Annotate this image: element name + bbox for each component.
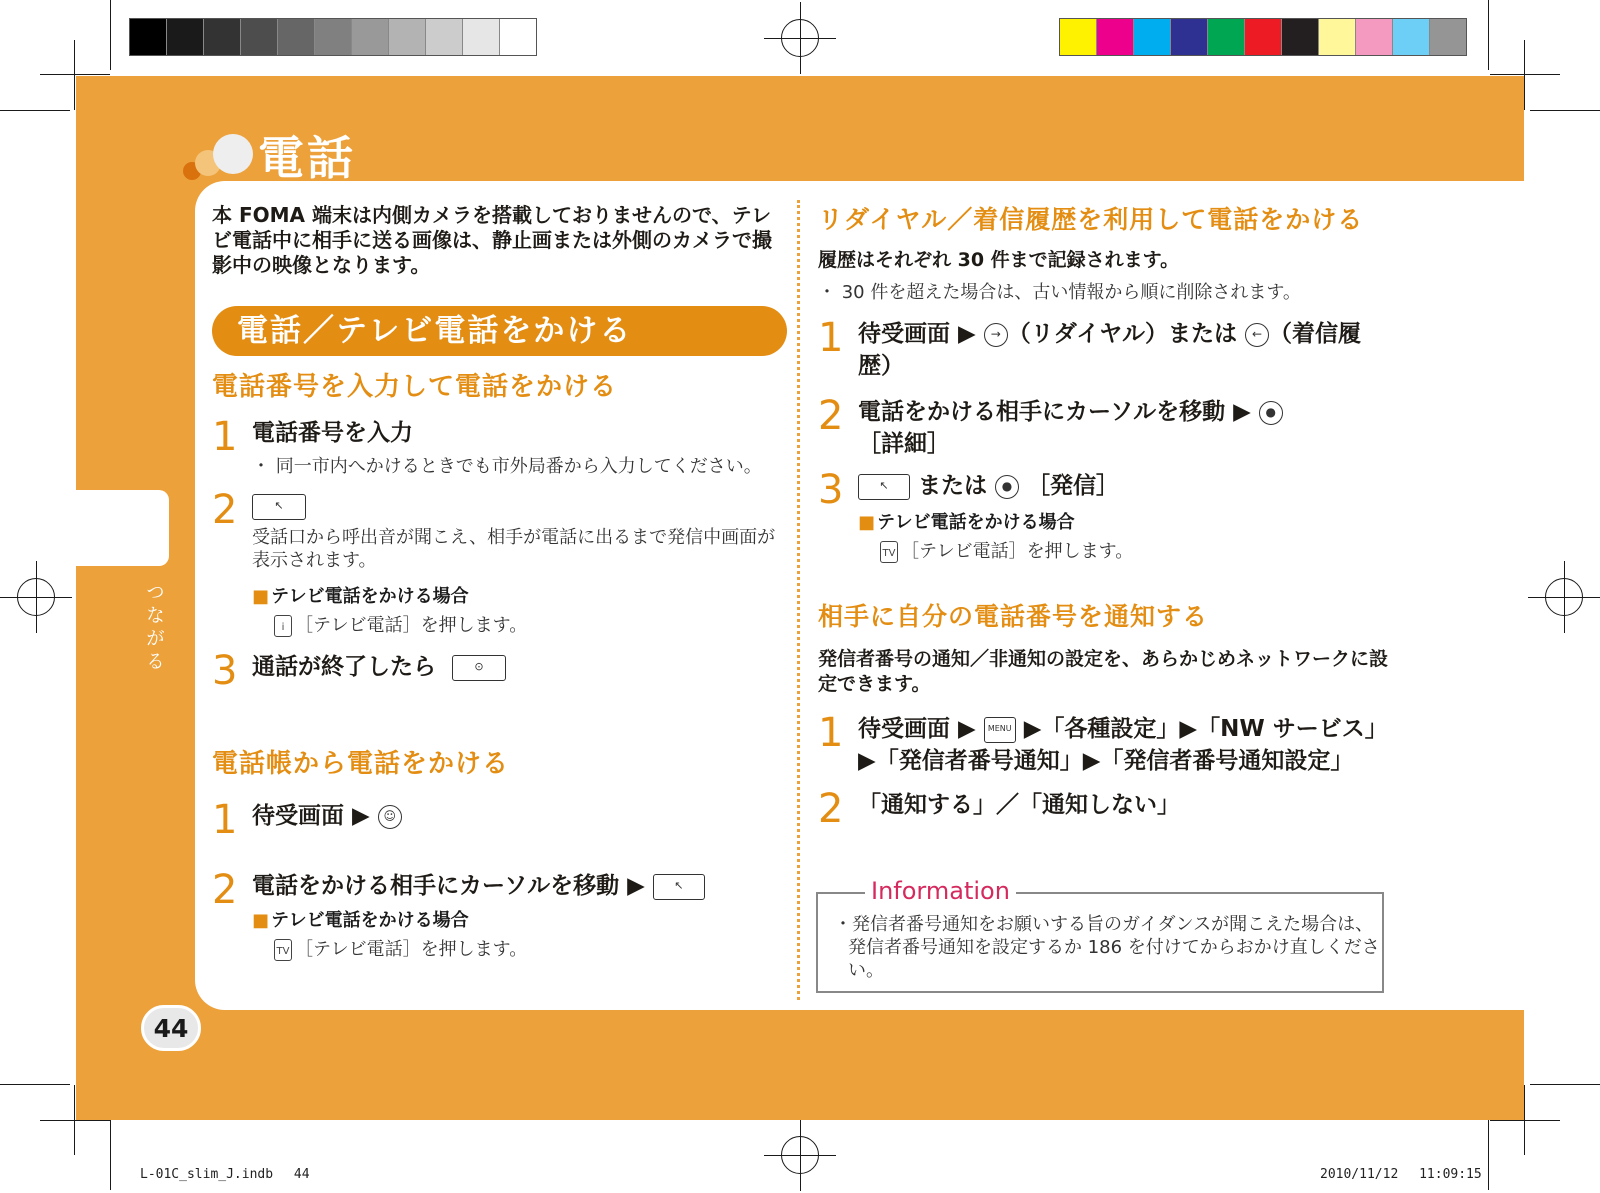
subhead-text: テレビ電話をかける場合 <box>271 910 469 931</box>
information-title: Information <box>865 877 1016 905</box>
step-text: 「通知する」／「通知しない」 <box>858 792 1180 818</box>
title-dots-decoration <box>183 132 253 184</box>
column-divider <box>797 200 800 1000</box>
color-swatch <box>1208 19 1245 55</box>
step-action <box>252 614 787 637</box>
step-item <box>212 867 787 961</box>
section-bullet: ・ 30 件を超えた場合は、古い情報から順に削除されます。 <box>818 282 1301 303</box>
menu-key-icon: MENU <box>984 717 1016 743</box>
step-subhead: ■ テレビ電話をかける場合 <box>858 512 1075 533</box>
step-number: 1 <box>818 710 844 756</box>
color-swatch <box>352 19 389 55</box>
step-item <box>818 393 1388 460</box>
step-item <box>212 797 787 843</box>
step-number: 2 <box>212 487 238 533</box>
step-text-row <box>858 713 1388 777</box>
crop-mark <box>1488 0 1489 70</box>
step-action <box>252 938 705 961</box>
information-text: ・発信者番号通知をお願いする旨のガイダンスが聞こえた場合は、発信者番号通知を設定するか 186 を付けてからおかけ直しください。 <box>834 914 1380 981</box>
step-subhead: ■ テレビ電話をかける場合 <box>252 586 469 607</box>
step-text: または <box>918 473 988 499</box>
step-text: 通話が終了したら <box>252 654 436 680</box>
color-swatch <box>1319 19 1356 55</box>
crop-mark <box>0 1084 70 1085</box>
side-tab-label: つながる <box>143 582 165 674</box>
call-key-icon: ↖︎ <box>858 474 910 500</box>
step-text: （リダイヤル）または <box>1007 321 1238 347</box>
step-action <box>858 540 1133 563</box>
end-key-icon: ⊙ <box>452 655 506 681</box>
step-subhead: ■ テレビ電話をかける場合 <box>252 910 469 931</box>
step-text-row <box>252 870 705 902</box>
subhead-text: テレビ電話をかける場合 <box>877 512 1075 533</box>
center-key-icon <box>1259 401 1283 425</box>
crop-mark <box>1530 1084 1600 1085</box>
slug-file-info: L-01C_slim_J.indb 44 <box>140 1167 310 1182</box>
action-text: ［テレビ電話］を押します。 <box>901 541 1134 562</box>
call-key-icon: ↖︎ <box>653 874 705 900</box>
color-swatch <box>278 19 315 55</box>
step-item <box>818 315 1388 382</box>
registration-mark-left <box>17 578 55 616</box>
crop-mark <box>0 110 70 111</box>
step-text: 待受画面 ▶ <box>252 803 370 829</box>
color-swatch <box>1171 19 1208 55</box>
section-heading-phonebook: 電話帳から電話をかける <box>212 749 510 779</box>
step-number: 2 <box>212 867 238 913</box>
color-swatch <box>1134 19 1171 55</box>
step-text-row <box>252 800 402 832</box>
color-swatch <box>1430 19 1466 55</box>
step-item <box>212 414 787 478</box>
tv-key-icon: TV <box>274 939 292 961</box>
registration-mark-bottom <box>781 1136 819 1174</box>
tv-key-icon: TV <box>880 541 898 563</box>
color-swatch <box>1097 19 1134 55</box>
step-number: 1 <box>818 315 844 361</box>
step-number: 2 <box>818 786 844 832</box>
section-heading-caller-id: 相手に自分の電話番号を通知する <box>818 602 1209 631</box>
crop-mark <box>40 1120 110 1121</box>
step-text: ▶「各種設定」▶「NW サービス」▶「発信者番号通知」▶「発信者番号通知設定」 <box>858 716 1388 774</box>
received-calls-key-icon: ← <box>1245 323 1269 347</box>
step-text-row <box>252 651 506 683</box>
step-text-row <box>858 318 1388 382</box>
crop-mark <box>40 74 110 75</box>
subhead-text: テレビ電話をかける場合 <box>271 586 469 607</box>
section-heading-dial-number: 電話番号を入力して電話をかける <box>212 372 618 402</box>
step-item <box>212 648 787 694</box>
step-number: 1 <box>212 797 238 843</box>
color-swatch <box>1060 19 1097 55</box>
slug-date-info: 2010/11/12 11:09:15 <box>1320 1167 1482 1182</box>
registration-mark-right <box>1545 578 1583 616</box>
process-color-bar <box>1059 18 1467 56</box>
crop-mark <box>110 0 111 70</box>
step-note: 受話口から呼出音が聞こえ、相手が電話に出るまで発信中画面が表示されます。 <box>252 527 776 571</box>
section-heading-redial: リダイヤル／着信履歴を利用して電話をかける <box>818 205 1364 234</box>
step-text: 電話をかける相手にカーソルを移動 ▶ <box>858 399 1251 425</box>
center-key-icon <box>995 475 1019 499</box>
color-swatch <box>241 19 278 55</box>
crop-mark <box>1490 74 1560 75</box>
action-text: ［テレビ電話］を押します。 <box>295 939 528 960</box>
section-lead: 発信者番号の通知／非通知の設定を、あらかじめネットワークに設定できます。 <box>818 648 1389 695</box>
phonebook-key-icon: ☺ <box>378 805 402 829</box>
color-swatch <box>1245 19 1282 55</box>
gray-color-bar <box>129 18 537 56</box>
crop-mark <box>1490 1120 1560 1121</box>
call-key-icon: ↖︎ <box>252 494 306 520</box>
page-title: 電話 <box>258 131 356 185</box>
color-swatch <box>1356 19 1393 55</box>
section-banner: 電話／テレビ電話をかける <box>212 306 787 356</box>
step-text: 待受画面 ▶ <box>858 716 976 742</box>
page-number: 44 <box>141 1005 201 1051</box>
step-key-row <box>252 490 787 522</box>
step-number: 2 <box>818 393 844 439</box>
step-item <box>818 710 1388 777</box>
side-index-tab[interactable] <box>76 490 169 566</box>
color-swatch <box>1393 19 1430 55</box>
step-number: 3 <box>212 648 238 694</box>
color-swatch <box>315 19 352 55</box>
intro-text: 本 FOMA 端末は内側カメラを搭載しておりませんので、テレビ電話中に相手に送る画像は、静止画または外側のカメラで撮影中の映像となります。 <box>212 203 772 277</box>
i-key-icon: i <box>274 615 292 637</box>
step-item <box>818 467 1388 563</box>
color-swatch <box>130 19 167 55</box>
step-text: ［詳細］ <box>858 431 950 457</box>
registration-mark-top <box>781 19 819 57</box>
action-text: ［テレビ電話］を押します。 <box>295 615 528 636</box>
color-swatch <box>204 19 241 55</box>
color-swatch <box>1282 19 1319 55</box>
step-text: 待受画面 ▶ <box>858 321 976 347</box>
step-bullet: ・ 同一市内へかけるときでも市外局番から入力してください。 <box>252 456 762 477</box>
step-item <box>818 786 1388 832</box>
step-item <box>212 487 787 637</box>
color-swatch <box>463 19 500 55</box>
step-number: 1 <box>212 414 238 460</box>
crop-mark <box>1488 1120 1489 1190</box>
step-text: （着信履歴） <box>858 321 1362 379</box>
step-text-row <box>858 470 1133 502</box>
step-text: 電話番号を入力 <box>252 420 413 446</box>
step-number: 3 <box>818 467 844 513</box>
left-column <box>212 203 787 961</box>
color-swatch <box>389 19 426 55</box>
step-text: 電話をかける相手にカーソルを移動 ▶ <box>252 873 645 899</box>
redial-key-icon: → <box>984 323 1008 347</box>
right-column <box>818 200 1389 832</box>
crop-mark <box>1530 110 1600 111</box>
color-swatch <box>500 19 536 55</box>
color-swatch <box>426 19 463 55</box>
section-lead: 履歴はそれぞれ 30 件まで記録されます。 <box>818 249 1180 271</box>
color-swatch <box>167 19 204 55</box>
step-text-row <box>858 396 1283 460</box>
crop-mark <box>110 1120 111 1190</box>
step-text: ［発信］ <box>1027 473 1120 499</box>
